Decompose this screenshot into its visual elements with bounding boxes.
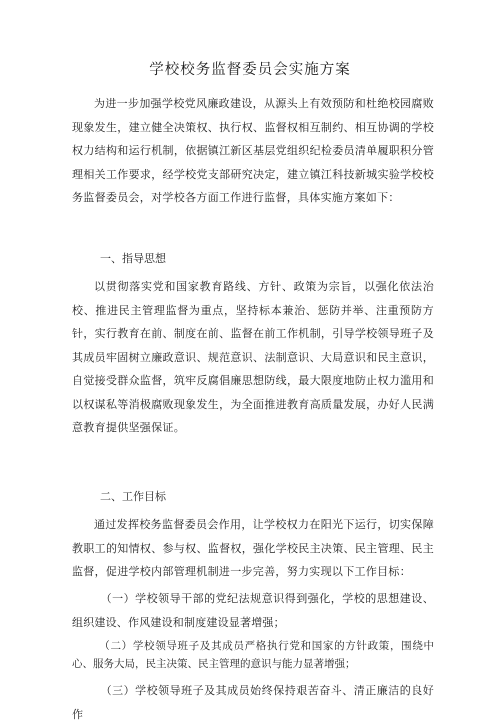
section-heading-guiding-ideology: 一、指导思想 (100, 252, 166, 265)
document-title: 学校校务监督委员会实施方案 (149, 62, 351, 78)
goal-item: （三）学校领导班子及其成员始终保持艰苦奋斗、清正廉洁的良好作 (72, 684, 434, 721)
goal-item: （一）学校领导干部的党纪法规意识得到强化，学校的思想建设、组织建设、作风建设和制度建设显著增强； (72, 592, 434, 629)
guiding-ideology-paragraph: 以贯彻落实党和国家教育路线、方针、政策为宗旨，以强化依法治校、推进民主管理监督为重点，坚持标本兼治、惩防并举、注重预防方针，实行教育在前、制度在前、监督在前工作机制，引导学校领导班子及其成员牢固树立廉政意识、规范意识、法制意识、大局意识和民主意识，自觉接受群众监督，筑牢反腐倡廉思想防线，最大限度地防止权力滥用和以权谋私等消极腐败现象发生，为全面推进教育高质量发展，办好人民满意教育提供坚强保证。 (72, 280, 434, 434)
intro-paragraph: 为进一步加强学校党风廉政建设，从源头上有效预防和杜绝校园腐败现象发生，建立健全决策权、执行权、监督权相互制约、相互协调的学校权力结构和运行机制，依据镇江新区基层党组织纪检委员清单履职积分管理相关工作要求，经学校党支部研究决定，建立镇江科技新城实验学校校务监督委员会，对学校各方面工作进行监督，具体实施方案如下： (72, 97, 434, 204)
section-heading-work-goals: 二、工作目标 (100, 490, 166, 503)
goal-item: （二）学校领导班子及其成员严格执行党和国家的方针政策，围绕中心、服务大局，民主决策、民主管理的意识与能力显著增强； (72, 640, 434, 670)
work-goals-paragraph: 通过发挥校务监督委员会作用，让学校权力在阳光下运行，切实保障教职工的知情权、参与权、监督权，强化学校民主决策、民主管理、民主监督，促进学校内部管理机制进一步完善，努力实现以下工作目标： (72, 518, 434, 578)
